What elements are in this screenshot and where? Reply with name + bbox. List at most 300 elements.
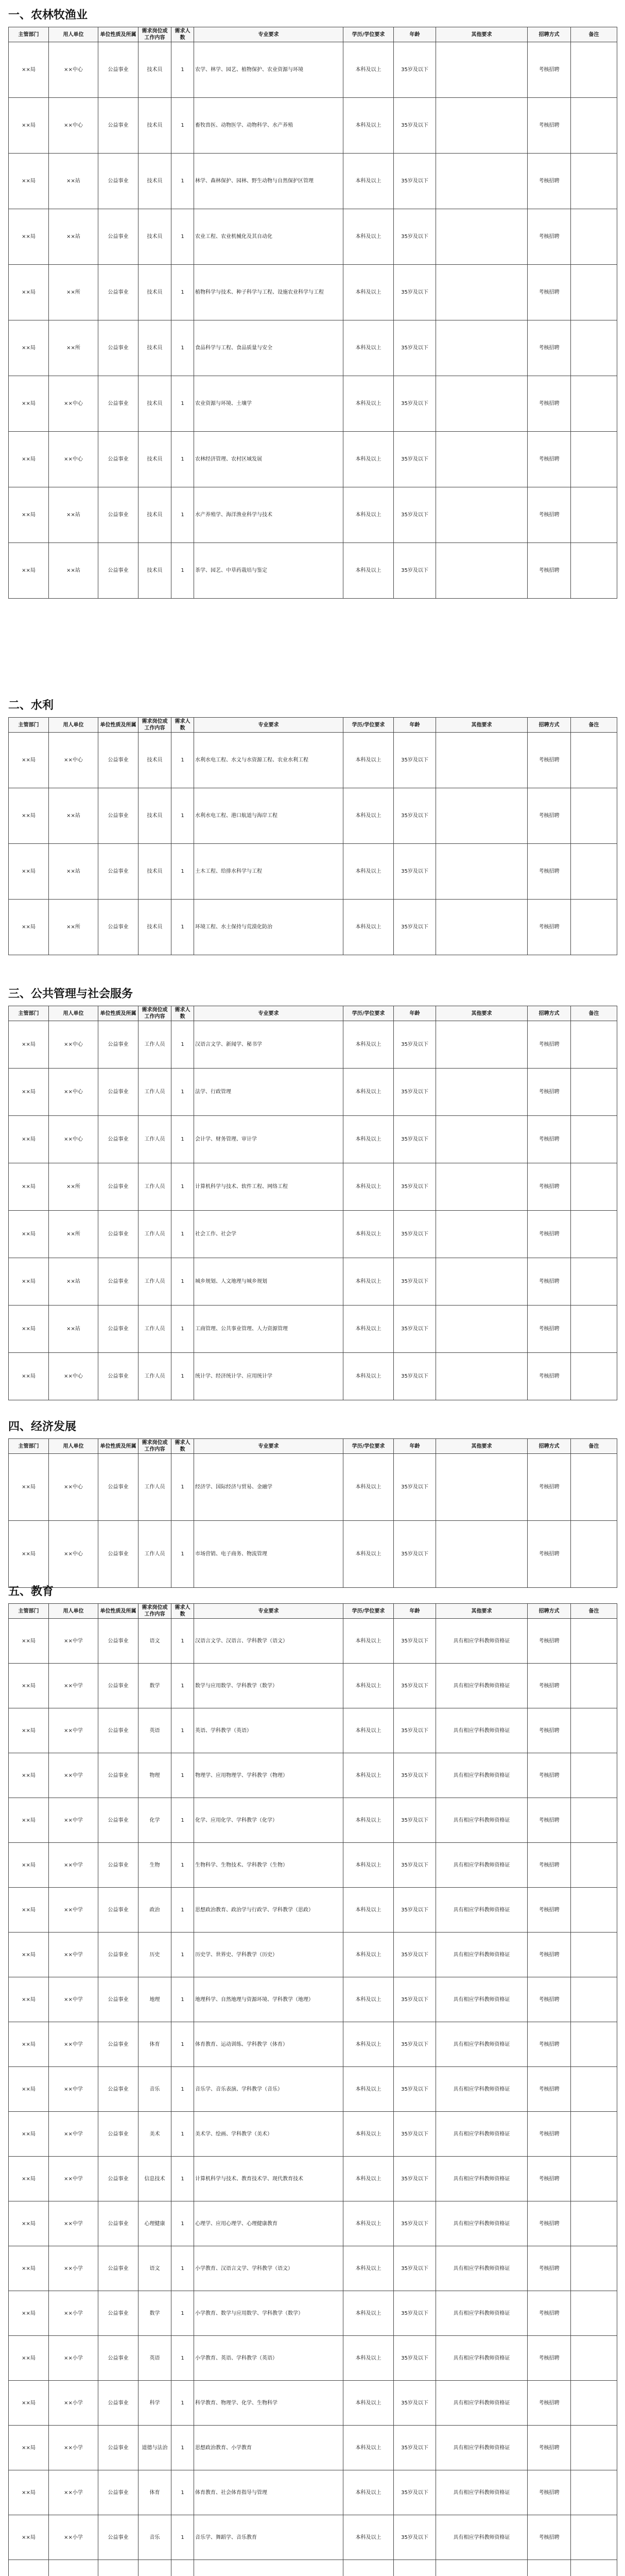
column-header: 专业要求 xyxy=(194,1006,343,1021)
table-cell xyxy=(138,2560,171,2576)
table-cell: 技术员 xyxy=(138,265,171,320)
table-cell: 1 xyxy=(171,1306,194,1353)
table-cell: 农业工程、农业机械化及其自动化 xyxy=(194,209,343,265)
table-cell: 公益事业 xyxy=(98,2336,138,2381)
table-row xyxy=(9,543,617,599)
table-cell xyxy=(571,42,617,98)
table-cell: ××小学 xyxy=(49,2336,98,2381)
table-cell: 本科及以上 xyxy=(343,1708,394,1753)
column-header: 单位性质及所属 xyxy=(98,27,138,42)
section-3 xyxy=(0,979,625,1400)
table-cell: ××局 xyxy=(9,1664,49,1708)
table-cell: ××局 xyxy=(9,733,49,788)
table-cell: 具有相应学科教师资格证 xyxy=(436,2067,528,2112)
table-cell: 1 xyxy=(171,2246,194,2291)
table-cell: 具有相应学科教师资格证 xyxy=(436,1977,528,2022)
table-cell: 公益事业 xyxy=(98,1163,138,1211)
table-cell: 1 xyxy=(171,1116,194,1163)
table-cell: 考核招聘 xyxy=(528,1521,571,1588)
table-cell xyxy=(571,1798,617,1843)
section-4 xyxy=(0,1412,625,1588)
table-cell xyxy=(571,1454,617,1521)
table-cell: 35岁及以下 xyxy=(394,2112,436,2157)
table-cell: 35岁及以下 xyxy=(394,2246,436,2291)
table-cell: 本科及以上 xyxy=(343,1454,394,1521)
table-cell: 本科及以上 xyxy=(343,2022,394,2067)
table-cell: 考核招聘 xyxy=(528,376,571,432)
table-cell: 公益事业 xyxy=(98,1708,138,1753)
table-cell: 具有相应学科教师资格证 xyxy=(436,2515,528,2560)
table-cell: 社会工作、社会学 xyxy=(194,1211,343,1258)
table-cell: 35岁及以下 xyxy=(394,2381,436,2426)
table-row xyxy=(9,1116,617,1163)
table-cell: 35岁及以下 xyxy=(394,2067,436,2112)
table-cell: 工作人员 xyxy=(138,1069,171,1116)
table-cell: ××局 xyxy=(9,2381,49,2426)
table-cell: ××中心 xyxy=(49,376,98,432)
table-cell: 本科及以上 xyxy=(343,2112,394,2157)
section-table xyxy=(8,1438,617,1588)
table-row xyxy=(9,1798,617,1843)
table-cell: 技术员 xyxy=(138,320,171,376)
column-header: 专业要求 xyxy=(194,1604,343,1619)
table-cell: 考核招聘 xyxy=(528,2336,571,2381)
table-cell: 环境工程、水土保持与荒漠化防治 xyxy=(194,900,343,955)
table-cell: 本科及以上 xyxy=(343,733,394,788)
table-cell xyxy=(571,1888,617,1933)
table-cell xyxy=(571,1664,617,1708)
section-2 xyxy=(0,690,625,955)
table-cell: 1 xyxy=(171,2336,194,2381)
column-header: 招聘方式 xyxy=(528,1006,571,1021)
header-row xyxy=(9,718,617,733)
table-cell: ××局 xyxy=(9,1163,49,1211)
table-cell xyxy=(571,487,617,543)
table-cell: ××小学 xyxy=(49,2291,98,2336)
table-cell: 考核招聘 xyxy=(528,2470,571,2515)
table-cell: ××站 xyxy=(49,154,98,209)
column-header: 单位性质及所属 xyxy=(98,1604,138,1619)
table-cell: 35岁及以下 xyxy=(394,733,436,788)
column-header: 单位性质及所属 xyxy=(98,1439,138,1454)
table-cell: 35岁及以下 xyxy=(394,432,436,487)
table-cell: ××所 xyxy=(49,1211,98,1258)
table-row xyxy=(9,2515,617,2560)
table-cell: 考核招聘 xyxy=(528,900,571,955)
table-cell: 公益事业 xyxy=(98,1116,138,1163)
table-cell: 考核招聘 xyxy=(528,1977,571,2022)
table-cell: 本科及以上 xyxy=(343,2246,394,2291)
table-cell: 公益事业 xyxy=(98,1977,138,2022)
column-header: 用人单位 xyxy=(49,27,98,42)
table-cell xyxy=(571,2560,617,2576)
table-cell: 1 xyxy=(171,788,194,844)
table-cell: 公益事业 xyxy=(98,543,138,599)
table-cell: 1 xyxy=(171,1211,194,1258)
table-cell: 心理学、应用心理学、心理健康教育 xyxy=(194,2201,343,2246)
table-cell: 考核招聘 xyxy=(528,733,571,788)
table-cell: 具有相应学科教师资格证 xyxy=(436,1798,528,1843)
table-row xyxy=(9,2470,617,2515)
table-cell: ××局 xyxy=(9,2022,49,2067)
table-cell: 35岁及以下 xyxy=(394,1843,436,1888)
table-cell: 35岁及以下 xyxy=(394,320,436,376)
table-cell: ××局 xyxy=(9,1933,49,1977)
table-cell: 本科及以上 xyxy=(343,2470,394,2515)
table-cell: 1 xyxy=(171,2426,194,2470)
table-cell: 考核招聘 xyxy=(528,320,571,376)
table-cell xyxy=(436,1211,528,1258)
table-cell: ××所 xyxy=(49,1163,98,1211)
table-cell: ××中学 xyxy=(49,1843,98,1888)
table-cell: 本科及以上 xyxy=(343,432,394,487)
table-cell: ××局 xyxy=(9,2112,49,2157)
table-cell: 1 xyxy=(171,209,194,265)
column-header: 招聘方式 xyxy=(528,1439,571,1454)
table-cell: 1 xyxy=(171,1521,194,1588)
table-cell: 本科及以上 xyxy=(343,1753,394,1798)
table-cell xyxy=(571,1306,617,1353)
table-cell: ××局 xyxy=(9,2470,49,2515)
table-cell: 市场营销、电子商务、物流管理 xyxy=(194,1521,343,1588)
table-cell: ××局 xyxy=(9,1258,49,1306)
table-cell: ××局 xyxy=(9,2426,49,2470)
table-cell: 农学、林学、园艺、植物保护、农业资源与环境 xyxy=(194,42,343,98)
column-header: 需求岗位或工作内容 xyxy=(138,1439,171,1454)
table-cell: 考核招聘 xyxy=(528,1353,571,1400)
table-cell: 经济学、国际经济与贸易、金融学 xyxy=(194,1454,343,1521)
table-cell: 技术员 xyxy=(138,154,171,209)
table-row xyxy=(9,1211,617,1258)
table-cell: 公益事业 xyxy=(98,1753,138,1798)
table-cell xyxy=(436,788,528,844)
table-cell: ××局 xyxy=(9,154,49,209)
table-cell: 考核招聘 xyxy=(528,1454,571,1521)
table-cell: 公益事业 xyxy=(98,2022,138,2067)
table-cell: 35岁及以下 xyxy=(394,1021,436,1069)
table-cell: 考核招聘 xyxy=(528,2201,571,2246)
table-cell: 具有相应学科教师资格证 xyxy=(436,2022,528,2067)
table-cell: 35岁及以下 xyxy=(394,2336,436,2381)
table-cell: 本科及以上 xyxy=(343,1843,394,1888)
table-cell: ××局 xyxy=(9,487,49,543)
table-cell: ××站 xyxy=(49,209,98,265)
table-cell: 农业资源与环境、土壤学 xyxy=(194,376,343,432)
table-cell: 本科及以上 xyxy=(343,1521,394,1588)
table-cell xyxy=(571,1708,617,1753)
table-cell: ××局 xyxy=(9,1619,49,1664)
table-cell: ××中学 xyxy=(49,2112,98,2157)
column-header: 年龄 xyxy=(394,1439,436,1454)
table-cell: 小学教育、英语、学科教学（英语） xyxy=(194,2336,343,2381)
table-cell: 语文 xyxy=(138,2246,171,2291)
table-cell: 计算机科学与技术、软件工程、网络工程 xyxy=(194,1163,343,1211)
column-header: 需求人数 xyxy=(171,718,194,733)
table-cell: 农林经济管理、农村区域发展 xyxy=(194,432,343,487)
column-header: 主管部门 xyxy=(9,1006,49,1021)
table-cell: 考核招聘 xyxy=(528,154,571,209)
table-cell: ××中学 xyxy=(49,1888,98,1933)
table-cell xyxy=(436,154,528,209)
table-cell: 考核招聘 xyxy=(528,1258,571,1306)
table-cell: 本科及以上 xyxy=(343,42,394,98)
column-header: 用人单位 xyxy=(49,718,98,733)
column-header: 主管部门 xyxy=(9,1604,49,1619)
table-cell: 考核招聘 xyxy=(528,1933,571,1977)
table-cell: 工作人员 xyxy=(138,1521,171,1588)
column-header: 学历/学位要求 xyxy=(343,718,394,733)
table-cell: 音乐学、音乐表演、学科教学（音乐） xyxy=(194,2067,343,2112)
table-cell: 公益事业 xyxy=(98,2201,138,2246)
table-cell: 考核招聘 xyxy=(528,1664,571,1708)
table-cell: 1 xyxy=(171,2067,194,2112)
table-row xyxy=(9,320,617,376)
section-table xyxy=(8,717,617,955)
table-cell: 公益事业 xyxy=(98,1798,138,1843)
table-cell xyxy=(571,1843,617,1888)
table-cell: ××小学 xyxy=(49,2470,98,2515)
table-cell xyxy=(436,733,528,788)
table-cell: 1 xyxy=(171,1977,194,2022)
table-cell: ××局 xyxy=(9,265,49,320)
column-header: 专业要求 xyxy=(194,718,343,733)
table-cell xyxy=(436,900,528,955)
table-row xyxy=(9,154,617,209)
table-row xyxy=(9,733,617,788)
table-cell: ××局 xyxy=(9,1521,49,1588)
table-cell xyxy=(571,376,617,432)
table-cell: 公益事业 xyxy=(98,42,138,98)
header-row xyxy=(9,1006,617,1021)
table-cell: 工作人员 xyxy=(138,1116,171,1163)
table-cell: ××中学 xyxy=(49,1798,98,1843)
table-cell: ××局 xyxy=(9,1753,49,1798)
table-cell: ××中心 xyxy=(49,42,98,98)
table-cell: 本科及以上 xyxy=(343,376,394,432)
table-cell: ××小学 xyxy=(49,2426,98,2470)
table-cell: 1 xyxy=(171,1888,194,1933)
table-cell: 信息技术 xyxy=(138,2157,171,2201)
table-cell xyxy=(571,209,617,265)
table-cell: 英语 xyxy=(138,2336,171,2381)
table-cell: 本科及以上 xyxy=(343,1258,394,1306)
table-cell: 35岁及以下 xyxy=(394,98,436,154)
table-cell: 美术学、绘画、学科教学（美术） xyxy=(194,2112,343,2157)
table-row xyxy=(9,1163,617,1211)
table-cell: 技术员 xyxy=(138,733,171,788)
table-row xyxy=(9,376,617,432)
table-cell: 考核招聘 xyxy=(528,543,571,599)
table-cell: 体育 xyxy=(138,2022,171,2067)
table-cell: 35岁及以下 xyxy=(394,1163,436,1211)
table-cell xyxy=(571,733,617,788)
table-cell: 公益事业 xyxy=(98,265,138,320)
table-cell xyxy=(436,487,528,543)
column-header: 备注 xyxy=(571,1439,617,1454)
table-row xyxy=(9,1021,617,1069)
table-cell: 本科及以上 xyxy=(343,265,394,320)
table-cell xyxy=(171,2560,194,2576)
table-cell: 公益事业 xyxy=(98,2246,138,2291)
table-cell: ××所 xyxy=(49,265,98,320)
table-cell: 35岁及以下 xyxy=(394,1306,436,1353)
column-header: 其他要求 xyxy=(436,718,528,733)
table-cell: 本科及以上 xyxy=(343,1619,394,1664)
table-cell: ××局 xyxy=(9,1888,49,1933)
table-cell: ××局 xyxy=(9,432,49,487)
table-cell xyxy=(571,2246,617,2291)
table-cell: 1 xyxy=(171,2515,194,2560)
table-row xyxy=(9,2291,617,2336)
table-cell: 公益事业 xyxy=(98,209,138,265)
table-cell: 音乐 xyxy=(138,2515,171,2560)
table-cell: 公益事业 xyxy=(98,844,138,900)
table-cell: ××局 xyxy=(9,1306,49,1353)
table-cell: 35岁及以下 xyxy=(394,1211,436,1258)
table-cell: 35岁及以下 xyxy=(394,1888,436,1933)
table-cell xyxy=(343,2560,394,2576)
table-row xyxy=(9,209,617,265)
table-cell: 具有相应学科教师资格证 xyxy=(436,2246,528,2291)
table-cell: ××局 xyxy=(9,376,49,432)
table-cell xyxy=(571,2067,617,2112)
table-cell: 公益事业 xyxy=(98,1353,138,1400)
table-cell: 本科及以上 xyxy=(343,1116,394,1163)
table-cell: 本科及以上 xyxy=(343,1353,394,1400)
table-cell: 35岁及以下 xyxy=(394,2157,436,2201)
table-cell xyxy=(194,2560,343,2576)
section-5 xyxy=(0,1577,625,2576)
table-cell: ××中学 xyxy=(49,2157,98,2201)
table-cell: 具有相应学科教师资格证 xyxy=(436,2426,528,2470)
table-cell: 技术员 xyxy=(138,788,171,844)
table-cell: 本科及以上 xyxy=(343,844,394,900)
table-cell: 技术员 xyxy=(138,432,171,487)
table-cell: 工作人员 xyxy=(138,1306,171,1353)
table-cell: 水利水电工程、港口航道与海岸工程 xyxy=(194,788,343,844)
table-cell: 35岁及以下 xyxy=(394,265,436,320)
table-cell: 本科及以上 xyxy=(343,154,394,209)
table-cell: 公益事业 xyxy=(98,1211,138,1258)
table-row xyxy=(9,265,617,320)
section-title: 五、教育 xyxy=(8,1585,54,1598)
table-cell xyxy=(571,2157,617,2201)
table-row xyxy=(9,1933,617,1977)
column-header: 学历/学位要求 xyxy=(343,1439,394,1454)
table-cell: 1 xyxy=(171,2157,194,2201)
table-cell: ××中心 xyxy=(49,98,98,154)
table-cell: 本科及以上 xyxy=(343,2515,394,2560)
column-header: 需求人数 xyxy=(171,27,194,42)
table-cell: 本科及以上 xyxy=(343,543,394,599)
table-cell: ××局 xyxy=(9,2157,49,2201)
table-cell: 技术员 xyxy=(138,900,171,955)
table-row xyxy=(9,2246,617,2291)
table-cell: 35岁及以下 xyxy=(394,788,436,844)
table-cell xyxy=(571,1977,617,2022)
table-cell: 考核招聘 xyxy=(528,1021,571,1069)
table-cell: 1 xyxy=(171,2022,194,2067)
table-cell: 公益事业 xyxy=(98,320,138,376)
table-cell: 具有相应学科教师资格证 xyxy=(436,2157,528,2201)
table-cell xyxy=(9,2560,49,2576)
table-row xyxy=(9,1454,617,1521)
table-cell: 数学与应用数学、学科教学（数学） xyxy=(194,1664,343,1708)
column-header: 需求人数 xyxy=(171,1604,194,1619)
table-row xyxy=(9,2022,617,2067)
table-row xyxy=(9,1843,617,1888)
table-cell: 考核招聘 xyxy=(528,98,571,154)
table-cell: 1 xyxy=(171,900,194,955)
table-cell: 具有相应学科教师资格证 xyxy=(436,1753,528,1798)
table-cell: 考核招聘 xyxy=(528,1798,571,1843)
table-cell: 公益事业 xyxy=(98,2470,138,2515)
table-cell: ××小学 xyxy=(49,2381,98,2426)
section-title: 二、水利 xyxy=(8,699,54,712)
table-cell: 35岁及以下 xyxy=(394,1454,436,1521)
table-cell: 历史学、世界史、学科教学（历史） xyxy=(194,1933,343,1977)
table-row xyxy=(9,42,617,98)
table-row xyxy=(9,432,617,487)
column-header: 学历/学位要求 xyxy=(343,27,394,42)
table-cell: ××局 xyxy=(9,543,49,599)
table-cell: 语文 xyxy=(138,1619,171,1664)
table-cell: ××中心 xyxy=(49,1069,98,1116)
table-cell: 工作人员 xyxy=(138,1211,171,1258)
table-cell: 心理健康 xyxy=(138,2201,171,2246)
table-cell: 本科及以上 xyxy=(343,1163,394,1211)
table-row xyxy=(9,2560,617,2576)
table-cell: ××局 xyxy=(9,2246,49,2291)
table-cell: 1 xyxy=(171,265,194,320)
table-cell: 公益事业 xyxy=(98,1021,138,1069)
table-cell: ××中学 xyxy=(49,2067,98,2112)
column-header: 单位性质及所属 xyxy=(98,1006,138,1021)
table-cell xyxy=(436,265,528,320)
table-cell: 考核招聘 xyxy=(528,2022,571,2067)
table-cell: 考核招聘 xyxy=(528,1619,571,1664)
table-cell: ××小学 xyxy=(49,2246,98,2291)
table-cell xyxy=(436,543,528,599)
table-cell: ××局 xyxy=(9,1021,49,1069)
table-cell: 35岁及以下 xyxy=(394,1521,436,1588)
table-cell: 科学教育、物理学、化学、生物科学 xyxy=(194,2381,343,2426)
table-cell xyxy=(528,2560,571,2576)
column-header: 备注 xyxy=(571,27,617,42)
table-row xyxy=(9,2112,617,2157)
table-cell: 生物 xyxy=(138,1843,171,1888)
table-cell: 1 xyxy=(171,1021,194,1069)
table-cell: 考核招聘 xyxy=(528,2515,571,2560)
table-cell: ××中学 xyxy=(49,2201,98,2246)
table-cell: 1 xyxy=(171,543,194,599)
table-cell: 具有相应学科教师资格证 xyxy=(436,2112,528,2157)
table-cell: 1 xyxy=(171,1619,194,1664)
table-cell: 考核招聘 xyxy=(528,1753,571,1798)
table-cell: 具有相应学科教师资格证 xyxy=(436,2201,528,2246)
table-cell: 35岁及以下 xyxy=(394,844,436,900)
table-cell xyxy=(436,1353,528,1400)
table-cell: 公益事业 xyxy=(98,900,138,955)
column-header: 需求岗位或工作内容 xyxy=(138,1604,171,1619)
table-cell: ××局 xyxy=(9,320,49,376)
table-cell: 地理 xyxy=(138,1977,171,2022)
table-cell xyxy=(571,2470,617,2515)
table-cell: 本科及以上 xyxy=(343,1977,394,2022)
table-cell: 35岁及以下 xyxy=(394,376,436,432)
table-cell: ××局 xyxy=(9,2291,49,2336)
column-header: 专业要求 xyxy=(194,1439,343,1454)
